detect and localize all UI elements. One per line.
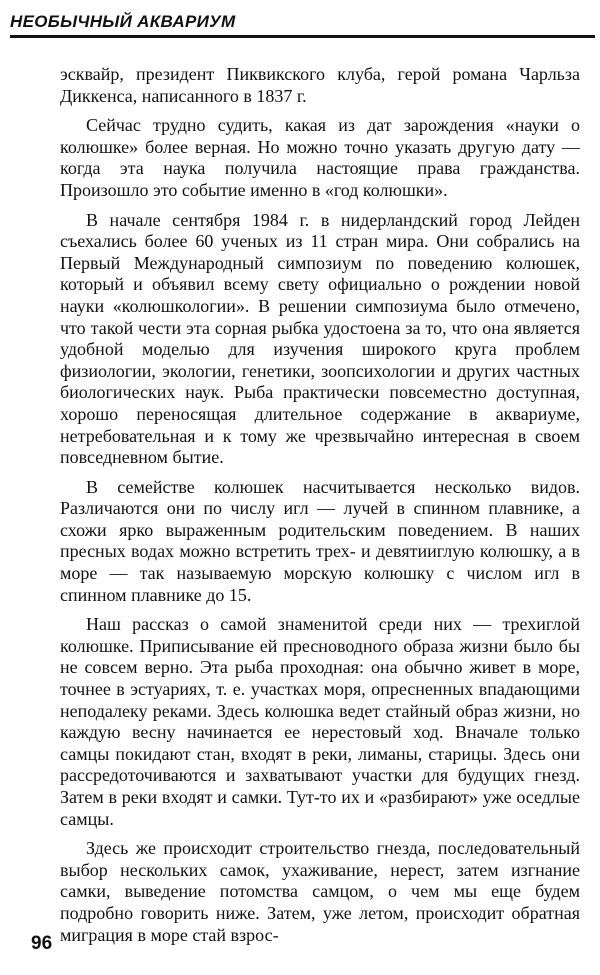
paragraph: В начале сентября 1984 г. в нидерландский город Лейден съехались более 60 ученых из 11 стран мира. Они собрались на Первый Международный симпозиум по поведению колюшек, который и объявил всему свету официально о рождении новой науки «колюшкологии». В решении симпозиума было отмечено, что такой чести эта сорная рыбка удостоена за то, что она является удобной моделью для изучения широкого круга проблем физиологии, экологии, генетики, зоопсихологии и других частных биологических наук. Рыба практически повсеместно доступная, хорошо переносящая длительное содержание в аквариуме, нетребовательная и к тому же чрезвычайно интересная в своем повседневном бытие. [60, 209, 580, 468]
body-text [60, 64, 580, 954]
paragraph: Сейчас трудно судить, какая из дат зарождения «науки о колюшке» более верная. Но можно точно указать другую дату — когда эта наука получила настоящие права гражданства. Произошло это событие именно в «год колюшки». [60, 115, 580, 200]
running-head [10, 4, 595, 38]
paragraph: Здесь же происходит строительство гнезда, последовательный выбор нескольких самок, ухаживание, нерест, затем изгнание самки, выведение потомства самцом, о чем мы еще будем подробно говорить ниже. Затем, уже летом, происходит обратная миграция в море стай взрос- [60, 838, 580, 945]
paragraph: В семействе колюшек насчитывается несколько видов. Различаются они по числу игл — лучей в спинном плавнике, а схожи ярко выраженным родительским поведением. В наших пресных водах можно встретить трех- и девятииглую колюшку, а в море — так называемую морскую колюшку с числом игл в спинном плавнике до 15. [60, 476, 580, 605]
paragraph: эсквайр, президент Пиквикского клуба, герой романа Чарльза Диккенса, написанного в 1837 г. [60, 64, 580, 106]
running-title: НЕОБЫЧНЫЙ АКВАРИУМ [10, 12, 236, 31]
paragraph: Наш рассказ о самой знаменитой среди них — трехиглой колюшке. Приписывание ей пресноводного образа жизни было бы не совсем верно. Эта рыба проходная: она обычно живет в море, точнее в эстуариях, т. е. участках моря, опресненных впадающими неподалеку реками. Здесь колюшка ведет стайный образ жизни, но каждую весну начинается ее нерестовый ход. Вначале только самцы покидают стан, входят в реки, лиманы, старицы. Здесь они рассредоточиваются и захватывают участки для будущих гнезд. Затем в реки входят и самки. Тут-то их и «разбирают» уже оседлые самцы. [60, 614, 580, 829]
page-number: 96 [31, 933, 53, 954]
